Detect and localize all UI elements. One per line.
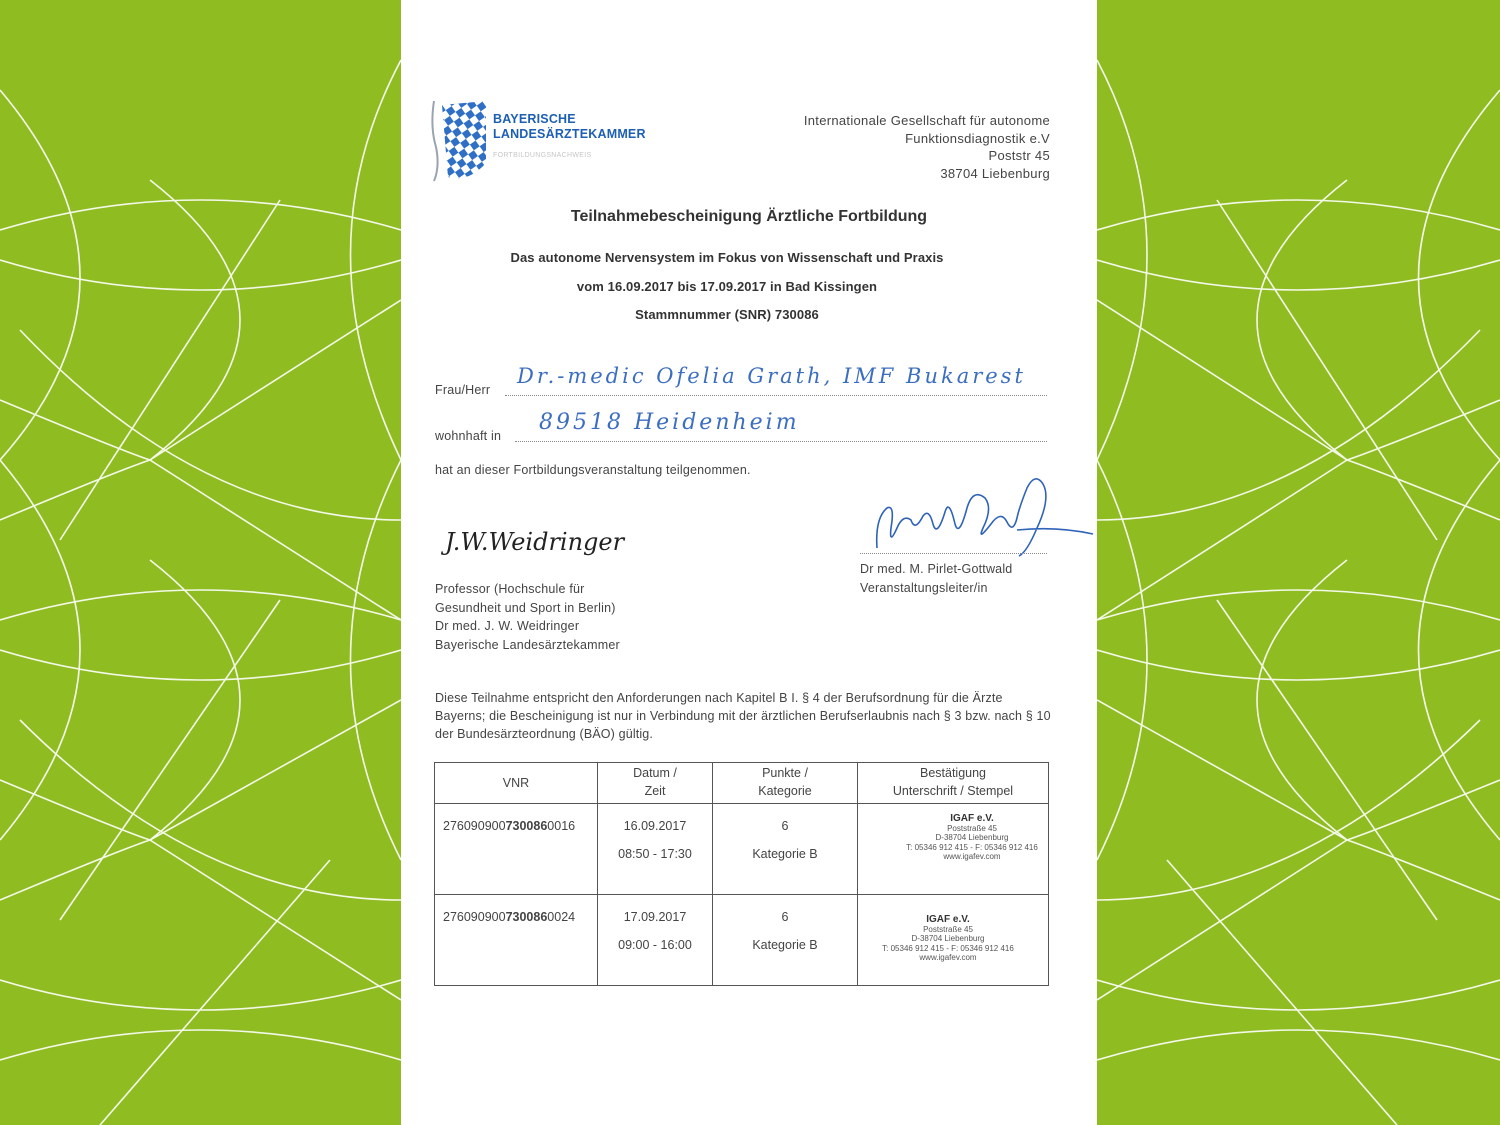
stamp-name: IGAF e.V. [926, 914, 970, 925]
table-row [435, 895, 1049, 986]
header-line: Kategorie [758, 784, 812, 798]
time-value: 08:50 - 17:30 [618, 847, 692, 861]
stamp-street: Poststraße 45 [923, 924, 973, 934]
header-line: Datum / [633, 766, 677, 780]
stamp-web: www.igafev.com [943, 852, 1001, 861]
address-line: 38704 Liebenburg [940, 165, 1050, 181]
table-header-row [435, 763, 1049, 804]
logo-wordmark [493, 112, 646, 142]
date-time-cell [598, 804, 713, 895]
stamp-city: D-38704 Liebenburg [911, 934, 985, 943]
points-value: 6 [781, 819, 789, 833]
address-line: Funktionsdiagnostik e.V [905, 130, 1050, 146]
certificate-document [401, 0, 1097, 1125]
stamp-city: D-38704 Liebenburg [935, 833, 1009, 842]
points-cell [713, 804, 858, 895]
bavarian-crest-logo [428, 97, 488, 183]
ornament-pattern-right [1097, 0, 1500, 1125]
vnr-suffix: 0024 [547, 910, 576, 924]
right-signatory-block [860, 560, 1012, 597]
header-line: Punkte / [762, 766, 808, 780]
col-header-vnr: VNR [435, 763, 598, 804]
event-dates: vom 16.09.2017 bis 17.09.2017 in Bad Kissingen [576, 279, 878, 294]
stamp-street: Poststraße 45 [947, 823, 997, 833]
category-value: Kategorie B [752, 847, 818, 861]
stamp-cell [858, 895, 1049, 986]
points-value: 6 [781, 910, 789, 924]
signatory-line: Gesundheit und Sport in Berlin) [435, 600, 616, 615]
legal-note: Diese Teilnahme entspricht den Anforderungen nach Kapitel B I. § 4 der Berufsordnung für die Ärzte Bayerns; die Bescheinigung ist nur in Verbindung mit der ärztlichen Berufserlaubnis nach § 3 bzw. nach § 10 der Bundesärzteordnung (BÄO) gültig. [435, 691, 1051, 741]
date-value: 16.09.2017 [623, 819, 687, 833]
col-header-bestaetigung [858, 763, 1049, 804]
organizer-address [701, 112, 1050, 182]
table-row [435, 804, 1049, 895]
logo-tagline: FORTBILDUNGSNACHWEIS [493, 152, 592, 159]
stamp-cell [858, 804, 1049, 895]
pirlet-gottwald-signature [867, 468, 1097, 558]
event-name: Das autonome Nervensystem im Fokus von Wissenschaft und Praxis [510, 250, 944, 265]
category-value: Kategorie B [752, 938, 818, 952]
header-line: Bestätigung [919, 766, 987, 780]
vnr-prefix: 276090900 [443, 819, 506, 833]
signatory-line: Professor (Hochschule für [435, 582, 585, 596]
header-line: Unterschrift / Stempel [892, 784, 1014, 798]
weidringer-signature: J.W.Weidringer [445, 528, 625, 556]
vnr-suffix: 0016 [547, 819, 576, 833]
vnr-cell [435, 895, 598, 986]
participant-name: Dr.-medic Ofelia Grath, IMF Bukarest [517, 364, 1026, 388]
cme-points-table [434, 762, 1049, 986]
signature-dotted-line [860, 553, 1047, 554]
col-header-punkte [713, 763, 858, 804]
stamp-name: IGAF e.V. [950, 813, 994, 824]
points-cell [713, 895, 858, 986]
signatory-line: Dr med. M. Pirlet-Gottwald [860, 562, 1013, 576]
vnr-snr: 730086 [505, 910, 548, 924]
signatory-line: Dr med. J. W. Weidringer [435, 619, 580, 633]
signatory-line: Veranstaltungsleiter/in [860, 580, 988, 595]
stammnummer: Stammnummer (SNR) 730086 [635, 307, 819, 322]
left-signatory-block [435, 580, 620, 654]
date-value: 17.09.2017 [623, 910, 687, 924]
ornament-pattern-left [0, 0, 401, 1125]
name-dotted-line [505, 395, 1047, 396]
vnr-snr: 730086 [505, 819, 548, 833]
certificate-title: Teilnahmebescheinigung Ärztliche Fortbildung [570, 208, 928, 225]
name-label: Frau/Herr [435, 383, 491, 397]
stamp-web: www.igafev.com [919, 953, 977, 962]
residence-dotted-line [515, 441, 1047, 442]
vnr-prefix: 276090900 [443, 910, 506, 924]
igaf-stamp [900, 814, 1044, 862]
right-decorative-panel [1097, 0, 1500, 1125]
address-line: Internationale Gesellschaft für autonome [803, 113, 1050, 128]
time-value: 09:00 - 16:00 [618, 938, 692, 952]
date-time-cell [598, 895, 713, 986]
signatory-line: Bayerische Landesärztekammer [435, 637, 620, 652]
stamp-phone: T: 05346 912 415 - F: 05346 912 416 [882, 943, 1014, 953]
vnr-cell [435, 804, 598, 895]
address-line: Poststr 45 [988, 148, 1050, 163]
left-decorative-panel [0, 0, 401, 1125]
residence-label: wohnhaft in [435, 429, 502, 443]
stamp-phone: T: 05346 912 415 - F: 05346 912 416 [906, 842, 1038, 852]
logo-line-2: LANDESÄRZTEKAMMER [493, 127, 646, 141]
header-line: Zeit [644, 784, 666, 798]
col-header-datum [598, 763, 713, 804]
logo-line-1: BAYERISCHE [493, 112, 576, 126]
attendance-statement: hat an dieser Fortbildungsveranstaltung teilgenommen. [435, 463, 751, 477]
participant-residence: 89518 Heidenheim [539, 410, 800, 435]
igaf-stamp [852, 915, 1044, 963]
